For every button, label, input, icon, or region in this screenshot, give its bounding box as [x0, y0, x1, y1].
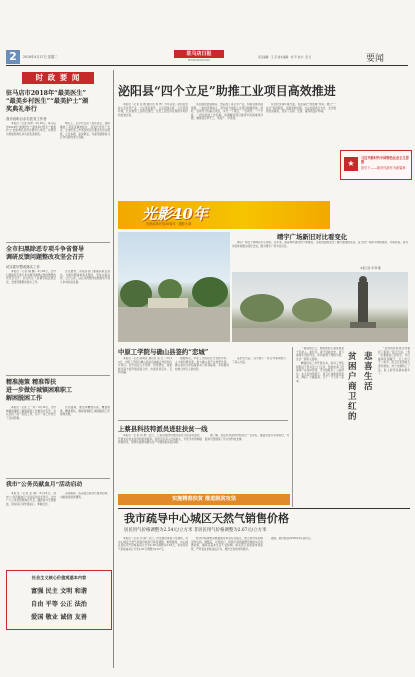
story-b-paragraph: 本报讯（记者 刘 勇）近日，上蔡县首批科技特派员分赴各贫困村，开展农业技术指导和培训服务。特派员们深入田间地头，手把手传授种植养殖技术，帮助贫困群众解决生产中遇到的实际问题。 [118, 434, 202, 445]
story-b-headline: 上蔡县科技特派员进驻扶贫一线 [118, 425, 208, 433]
main-headline: 泌阳县“四个立足”助推工业项目高效推进 [118, 84, 336, 98]
story3-paragraph: 会议强调，要坚持精准识别、精准施策、精准帮扶，确保困难职工解困脱困工作取得实效。 [60, 406, 110, 417]
story1-headline-line2: “最美乡村医生”“最美护士”颁 [6, 98, 89, 105]
story3-body-col2 [60, 406, 110, 476]
banner-sub-text: 庆祝改革开放40周年 · 摄影大赛 [146, 222, 192, 226]
lead-paragraph: 本报讯（记者 张 晓 通讯员 刘 勇）今年以来，泌阳县坚持立足优势产业、立足项目建设、立足招商引资、立足营商环境，扎实推进工业项目建设，全县工业经济呈现稳中向好的发展态势。 [118, 103, 188, 117]
feature-paragraph: “是党的好政策让我看到了希望。”商卫红说，“我一定要靠自己的双手，早日摘掉贫困帽子，过上好日子。”如今，商卫红家的收入逐年增加，孩子也顺利上了学，脸上的笑容越来越多了。 [378, 347, 410, 376]
story1-body-col2 [60, 122, 110, 240]
story-a-body-col2 [175, 357, 229, 417]
promo-box [340, 150, 412, 180]
page-number: 2 [6, 50, 20, 64]
story-b-paragraph: 据了解，该县共选派科技特派员一百余名，覆盖全县所有贫困村，为脱贫攻坚提供了有力的科技支撑。 [205, 434, 289, 441]
column-divider [113, 70, 114, 668]
square-photo-new-art [118, 232, 230, 342]
lead-body-col1 [118, 103, 188, 200]
divider [6, 478, 110, 479]
feature-title [348, 352, 364, 422]
feature-title-line1: 贫困户商卫红的 [348, 352, 357, 422]
banner-main-text: 光影40年 [142, 205, 208, 223]
story3-paragraph: 本报讯（记者 王一珂）4月16日，全市城镇困难职工解困脱困工作推进会召开。会议总结了前一阶段工作，对下一步工作进行了安排部署。 [6, 406, 56, 420]
divider [118, 420, 288, 421]
sidebar-label: 时 政 要 闻 [22, 72, 94, 84]
story1-headline [6, 90, 110, 114]
photo-caption-paragraph: 靖宇广场位于驿城区中心地带。近年来，随着城市建设的不断推进，这里的面貌发生了翻天覆地的变化。昔日的广场如今绿树成荫、环境优美，成为市民休闲娱乐的好去处。图为靖宇广场今昔对比。 [232, 241, 408, 248]
story1-headline-line1: 驻马店市2018年“最美医生” [6, 90, 87, 97]
core-values-box [6, 570, 112, 630]
story2-body [6, 270, 56, 342]
story-a-paragraph: 根据协议，中原工学院将充分发挥学科、人才和科研优势，助力确山县产业转型升级；确山县将为学院提供实习实训基地，共同推动校地合作迈上新台阶。 [175, 357, 229, 371]
feature-body-col1 [296, 347, 344, 507]
story3-headline-line1: 精准施策 精准帮扶 [6, 379, 57, 386]
divider [6, 375, 110, 376]
core-values-title: 社会主义核心价值观基本内容 [31, 575, 87, 580]
section-title: 要闻 [366, 54, 385, 64]
photo-story-headline: 靖宇广场新旧对比看变化 [276, 233, 348, 241]
square-photo-old [232, 272, 408, 342]
story-a-headline: 中原工学院与确山县签约“恋城” [118, 348, 209, 356]
story1-paragraph: 典礼上，主办方宣读了表彰决定，现场播放了获奖者事迹短片，获奖代表作了发言，全市医务工作者纷纷表示要以先进为榜样，立足本职、爱岗敬业，为建设健康驻马店作出新的更大贡献。 [60, 122, 110, 140]
story-a-body-col1 [118, 357, 172, 417]
story2-headline-line1: 全市扫黑除恶专项斗争省督导 [6, 246, 85, 253]
story3-headline-line3: 解困脱困工作 [6, 395, 43, 402]
story2-headline [6, 246, 110, 262]
core-values-line: 自由 平等 公正 法治 [31, 601, 87, 608]
square-photo-old-art [232, 272, 408, 342]
story3-body [6, 406, 56, 476]
story1-headline-line3: 奖典礼举行 [6, 106, 37, 113]
divider [6, 242, 110, 243]
story4-body-col2 [60, 492, 110, 566]
story4-paragraph: 本报讯（记者 张 琳）4月16日，我市“公务员献血月”活动启动仪式举行。全市广大公务员积极响应号召，踊跃参与无偿献血，用实际行动传递爱心、奉献社会。 [6, 492, 56, 506]
lead-body-col2 [191, 103, 263, 200]
story-b-body-col1 [118, 434, 202, 492]
square-photo-new [118, 232, 230, 342]
story-a-body-col3 [232, 357, 286, 417]
column-divider [292, 347, 293, 507]
core-values-line: 爱国 敬业 诚信 友善 [31, 614, 87, 621]
editor-line: 责任编辑：王 丹 美术编辑：刘 芳 校对：张 红 [258, 56, 312, 59]
lead-paragraph: 该县围绕装备制造、食品加工等主导产业，积极延链补链强链，一批投资规模大、带动能力强的工业项目相继落地。同时，县领导分包重点项目，实行一个项目、一名领导、一个专班、一抓到底的工作机制，协调解决项目推进中的困难和问题，确保项目早开工、早投产、早见效。 [191, 103, 263, 121]
feature-paragraph: 一提到商卫红，熟悉他的人都说他是个苦命人。前些年，妻子因病去世，留下他和年迈的母亲、年幼的孩子相依为命，生活一度陷入困境。 [296, 347, 344, 361]
story2-subhead: 切实抓好整改落实工作 [6, 265, 40, 269]
gas-price-subhead: 居民用气价格调整为2.54元/立方米 非居民用气价格调整为2.67元/立方米 [124, 528, 267, 533]
date-line: 2018年4月17日 星期二 [23, 55, 58, 59]
photo-contest-banner [118, 201, 330, 229]
story2-headline-line2: 调研反馈问题整改攻坚会召开 [6, 254, 85, 261]
masthead-logo: 驻马店日报 [174, 50, 224, 58]
lead-body-col3 [266, 103, 336, 200]
story-b-body-col2 [205, 434, 289, 492]
feature-title-2 [364, 352, 376, 392]
feature-paragraph: 精准扶贫工作开展以来，驻村工作队和帮扶干部多次上门走访，帮他申请了低保和产业扶持资金，还为他联系了公益岗位。在大家的帮助下，商卫红重新振作起来，种起了大棚蔬菜，日子一天天好了起来。 [296, 361, 344, 383]
gas-price-headline: 我市疏导中心城区天然气销售价格 [124, 512, 289, 525]
photo-story-caption [232, 241, 408, 271]
story-a-paragraph: 签约仪式后，双方就下一步合作事项进行了深入交流。 [232, 357, 286, 364]
story4-paragraph: 活动期间，各采血点将延长服务时间，为献血者提供便利。 [60, 492, 110, 499]
story2-paragraph: 会议要求，各级各部门要提高政治站位，对照问题清单逐条整改，坚持边查边改、立行立改，以扎实的整改成效推动专项斗争向纵深发展。 [60, 270, 110, 284]
story3-headline-line2: 进一步做好城镇困难职工 [6, 387, 73, 394]
story-a-paragraph: 本报讯（记者 赵明亮 通讯员 张 红）4月14日，中原工学院与确山县政府战略合作签约仪式举行。双方将在人才培养、科技研发、成果转化等方面开展深度合作，实现优势互补、互利共赢。 [118, 357, 172, 375]
lead-paragraph: 在优化营商环境方面，该县深化“放管服”改革，推行“一站式”审批服务，压缩审批时限，为企业提供全方位、全过程的优质服务，营造了亲商、安商、富商的良好环境。 [266, 103, 336, 114]
story4-headline: 我市“公务员献血月”活动启动 [6, 482, 83, 488]
feature-title-line2: 悲喜生活 [364, 352, 373, 392]
header-rule [6, 65, 408, 66]
promo-line2: 指引下——新时代新作为新篇章 [361, 166, 406, 170]
page-header [6, 50, 408, 66]
story2-body-col2 [60, 270, 110, 342]
slogan-bar: 实施精准扶贫 推进脱贫攻坚 [118, 494, 290, 505]
core-values-line: 富强 民主 文明 和谐 [31, 588, 87, 595]
story2-paragraph: 本报讯（记者 魏 巍）4月16日，全市扫黑除恶专项斗争省督导调研反馈问题整改攻坚会召开。会议传达了省督导组反馈意见，安排部署整改落实工作。 [6, 270, 56, 284]
masthead-sub: ZHUMADIAN DAILY [187, 59, 211, 62]
gas-price-paragraph: 此次价格调整是根据国家和省有关规定，结合我市实际情况作出的。调整后，对低保户、特困户等困难群众继续实行优惠政策，确保其基本生活不受影响。相关部门将加强市场监管，严厉查处价格违法行为，维护正常的市场秩序。 [191, 537, 263, 551]
gas-price-body-col1 [118, 537, 188, 667]
divider [118, 508, 410, 509]
story1-paragraph: 本报讯（记者 陈慧）4月16日，驻马店市2018年“最美医生”“最美乡村医生”“最美护士”颁奖典礼在市会展中心举行。市领导出席颁奖典礼并为获奖者颁奖。 [6, 122, 56, 136]
gas-price-paragraph: 据悉，新价格自2018年4月起执行。 [271, 537, 313, 540]
feature-body-col2 [378, 347, 410, 507]
story4-body [6, 492, 56, 566]
gas-price-paragraph: 本报讯（记者 李 刚）近日，市发展改革委下发通知，对中心城区天然气销售价格进行疏导调整。根据通知，中心城区居民用气价格由每立方米2.30元调整为2.54元，非居民用气价格由每立方米2.97元调整为2.67元。 [118, 537, 188, 551]
story1-subhead: 我市表彰百余名医务工作者 [6, 117, 47, 121]
photo-credit: 本报记者 李 辉 摄 [360, 267, 381, 270]
gas-price-body-col3 [266, 537, 336, 667]
sidebar-column [6, 70, 110, 668]
promo-emblem-icon: ★ [344, 157, 358, 171]
gas-price-body-col2 [191, 537, 263, 667]
story3-headline [6, 379, 110, 403]
promo-line1: 习近平新时代中国特色社会主义思想 [361, 156, 409, 165]
story1-body [6, 122, 56, 240]
